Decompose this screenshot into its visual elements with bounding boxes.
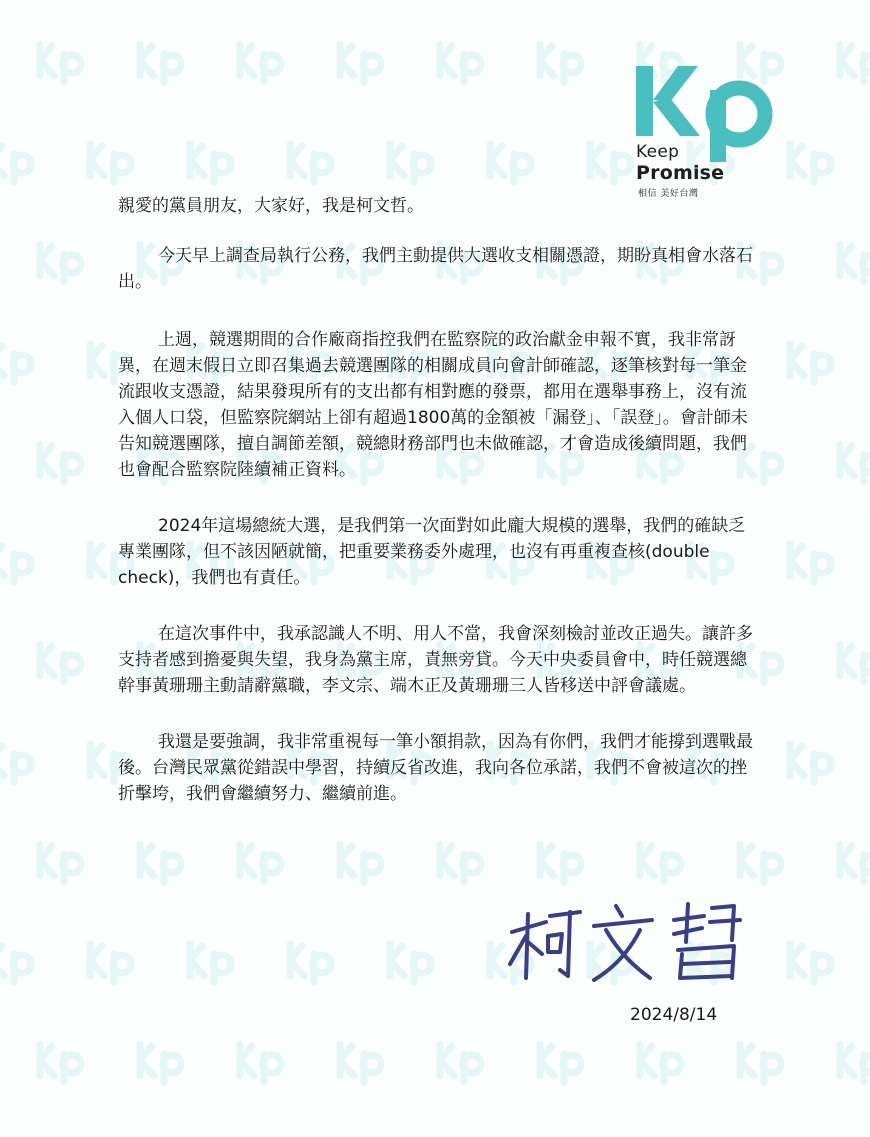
- watermark-kp-icon: [190, 944, 231, 982]
- watermark-kp-icon: [540, 44, 581, 82]
- watermark-kp-icon: [40, 444, 81, 482]
- greeting: 親愛的黨員朋友，大家好，我是柯文哲。: [118, 196, 424, 216]
- watermark-kp-icon: [190, 144, 231, 182]
- watermark-kp-icon: [0, 744, 31, 782]
- watermark-kp-icon: [790, 944, 831, 982]
- watermark-kp-icon: [340, 1044, 381, 1082]
- paragraph-5: 我還是要強調，我非常重視每一筆小額捐款，因為有你們，我們才能撐到選戰最後。台灣民眾黨從錯誤中學習，持續反省改進，我向各位承諾，我們不會被這次的挫折擊垮，我們會繼續努力、繼續前進。: [118, 732, 753, 804]
- watermark-kp-icon: [40, 844, 81, 882]
- watermark-kp-icon: [540, 1044, 581, 1082]
- paragraph-2: 上週，競選期間的合作廠商指控我們在監察院的政治獻金申報不實，我非常訝異，在週末假日立即召集過去競選團隊的相關成員向會計師確認，逐筆核對每一筆金流跟收支憑證，結果發現所有的支出都有相對應的發票，都用在選舉事務上，沒有流入個人口袋，但監察院網站上卻有超過1800萬的金額被「漏登」、「誤登」。會計師未告知競選團隊，擅自調節差額，競總財務部門也未做確認，才會造成後續問題，我們也會配合監察院陸續補正資料。: [118, 330, 748, 480]
- logo-tagline: 相信 美好台灣: [638, 189, 699, 199]
- watermark-kp-icon: [590, 144, 631, 182]
- watermark-kp-icon: [40, 644, 81, 682]
- letter-date: 2024/8/14: [630, 1005, 718, 1025]
- watermark-kp-icon: [840, 244, 870, 282]
- watermark-kp-icon: [790, 744, 831, 782]
- watermark-kp-icon: [390, 144, 431, 182]
- watermark-kp-icon: [740, 844, 781, 882]
- watermark-kp-icon: [240, 1044, 281, 1082]
- watermark-kp-icon: [840, 644, 870, 682]
- watermark-kp-icon: [840, 1044, 870, 1082]
- watermark-kp-icon: [240, 844, 281, 882]
- logo-promise-text: Promise: [636, 162, 725, 184]
- watermark-kp-icon: [340, 44, 381, 82]
- watermark-kp-icon: [140, 44, 181, 82]
- watermark-kp-icon: [490, 144, 531, 182]
- watermark-kp-icon: [440, 844, 481, 882]
- watermark-kp-icon: [140, 844, 181, 882]
- watermark-kp-icon: [0, 344, 31, 382]
- logo-keep-text: Keep: [636, 142, 680, 162]
- watermark-kp-icon: [90, 944, 131, 982]
- watermark-kp-icon: [90, 144, 131, 182]
- watermark-kp-icon: [290, 944, 331, 982]
- logo-k-lower-arm: [653, 98, 700, 136]
- watermark-kp-icon: [440, 1044, 481, 1082]
- watermark-kp-icon: [790, 344, 831, 382]
- watermark-kp-icon: [290, 144, 331, 182]
- watermark-kp-icon: [840, 44, 870, 82]
- watermark-kp-icon: [340, 844, 381, 882]
- watermark-kp-icon: [640, 1044, 681, 1082]
- watermark-kp-icon: [790, 544, 831, 582]
- watermark-kp-icon: [440, 44, 481, 82]
- watermark-kp-icon: [540, 844, 581, 882]
- watermark-kp-icon: [40, 44, 81, 82]
- watermark-kp-icon: [790, 144, 831, 182]
- keep-promise-logo: [628, 62, 778, 199]
- watermark-kp-icon: [640, 844, 681, 882]
- watermark-kp-icon: [40, 1044, 81, 1082]
- watermark-kp-icon: [40, 244, 81, 282]
- paragraph-4: 在這次事件中，我承認識人不明、用人不當，我會深刻檢討並改正過失。讓許多支持者感到擔憂與失望，我身為黨主席，責無旁貸。今天中央委員會中，時任競選總幹事黃珊珊主動請辭黨職，李文宗、端木正及黃珊珊三人皆移送中評會議處。: [118, 624, 753, 696]
- paragraph-1: 今天早上調查局執行公務，我們主動提供大選收支相關憑證，期盼真相會水落石出。: [118, 246, 753, 292]
- paragraph-3: 2024年這場總統大選，是我們第一次面對如此龐大規模的選舉，我們的確缺乏專業團隊，但不該因陋就簡，把重要業務委外處理，也沒有再重複查核(double check)，我們也有責任。: [118, 516, 746, 588]
- watermark-kp-icon: [0, 544, 31, 582]
- watermark-kp-icon: [240, 44, 281, 82]
- watermark-kp-icon: [390, 944, 431, 982]
- logo-k-upper-arm: [653, 66, 698, 102]
- handwritten-signature: [498, 892, 758, 992]
- watermark-kp-icon: [140, 1044, 181, 1082]
- letter-body: [118, 193, 758, 807]
- watermark-kp-icon: [0, 144, 31, 182]
- logo-k-stem: [636, 66, 653, 136]
- watermark-kp-icon: [840, 444, 870, 482]
- watermark-kp-icon: [840, 844, 870, 882]
- watermark-kp-icon: [740, 1044, 781, 1082]
- watermark-kp-icon: [0, 944, 31, 982]
